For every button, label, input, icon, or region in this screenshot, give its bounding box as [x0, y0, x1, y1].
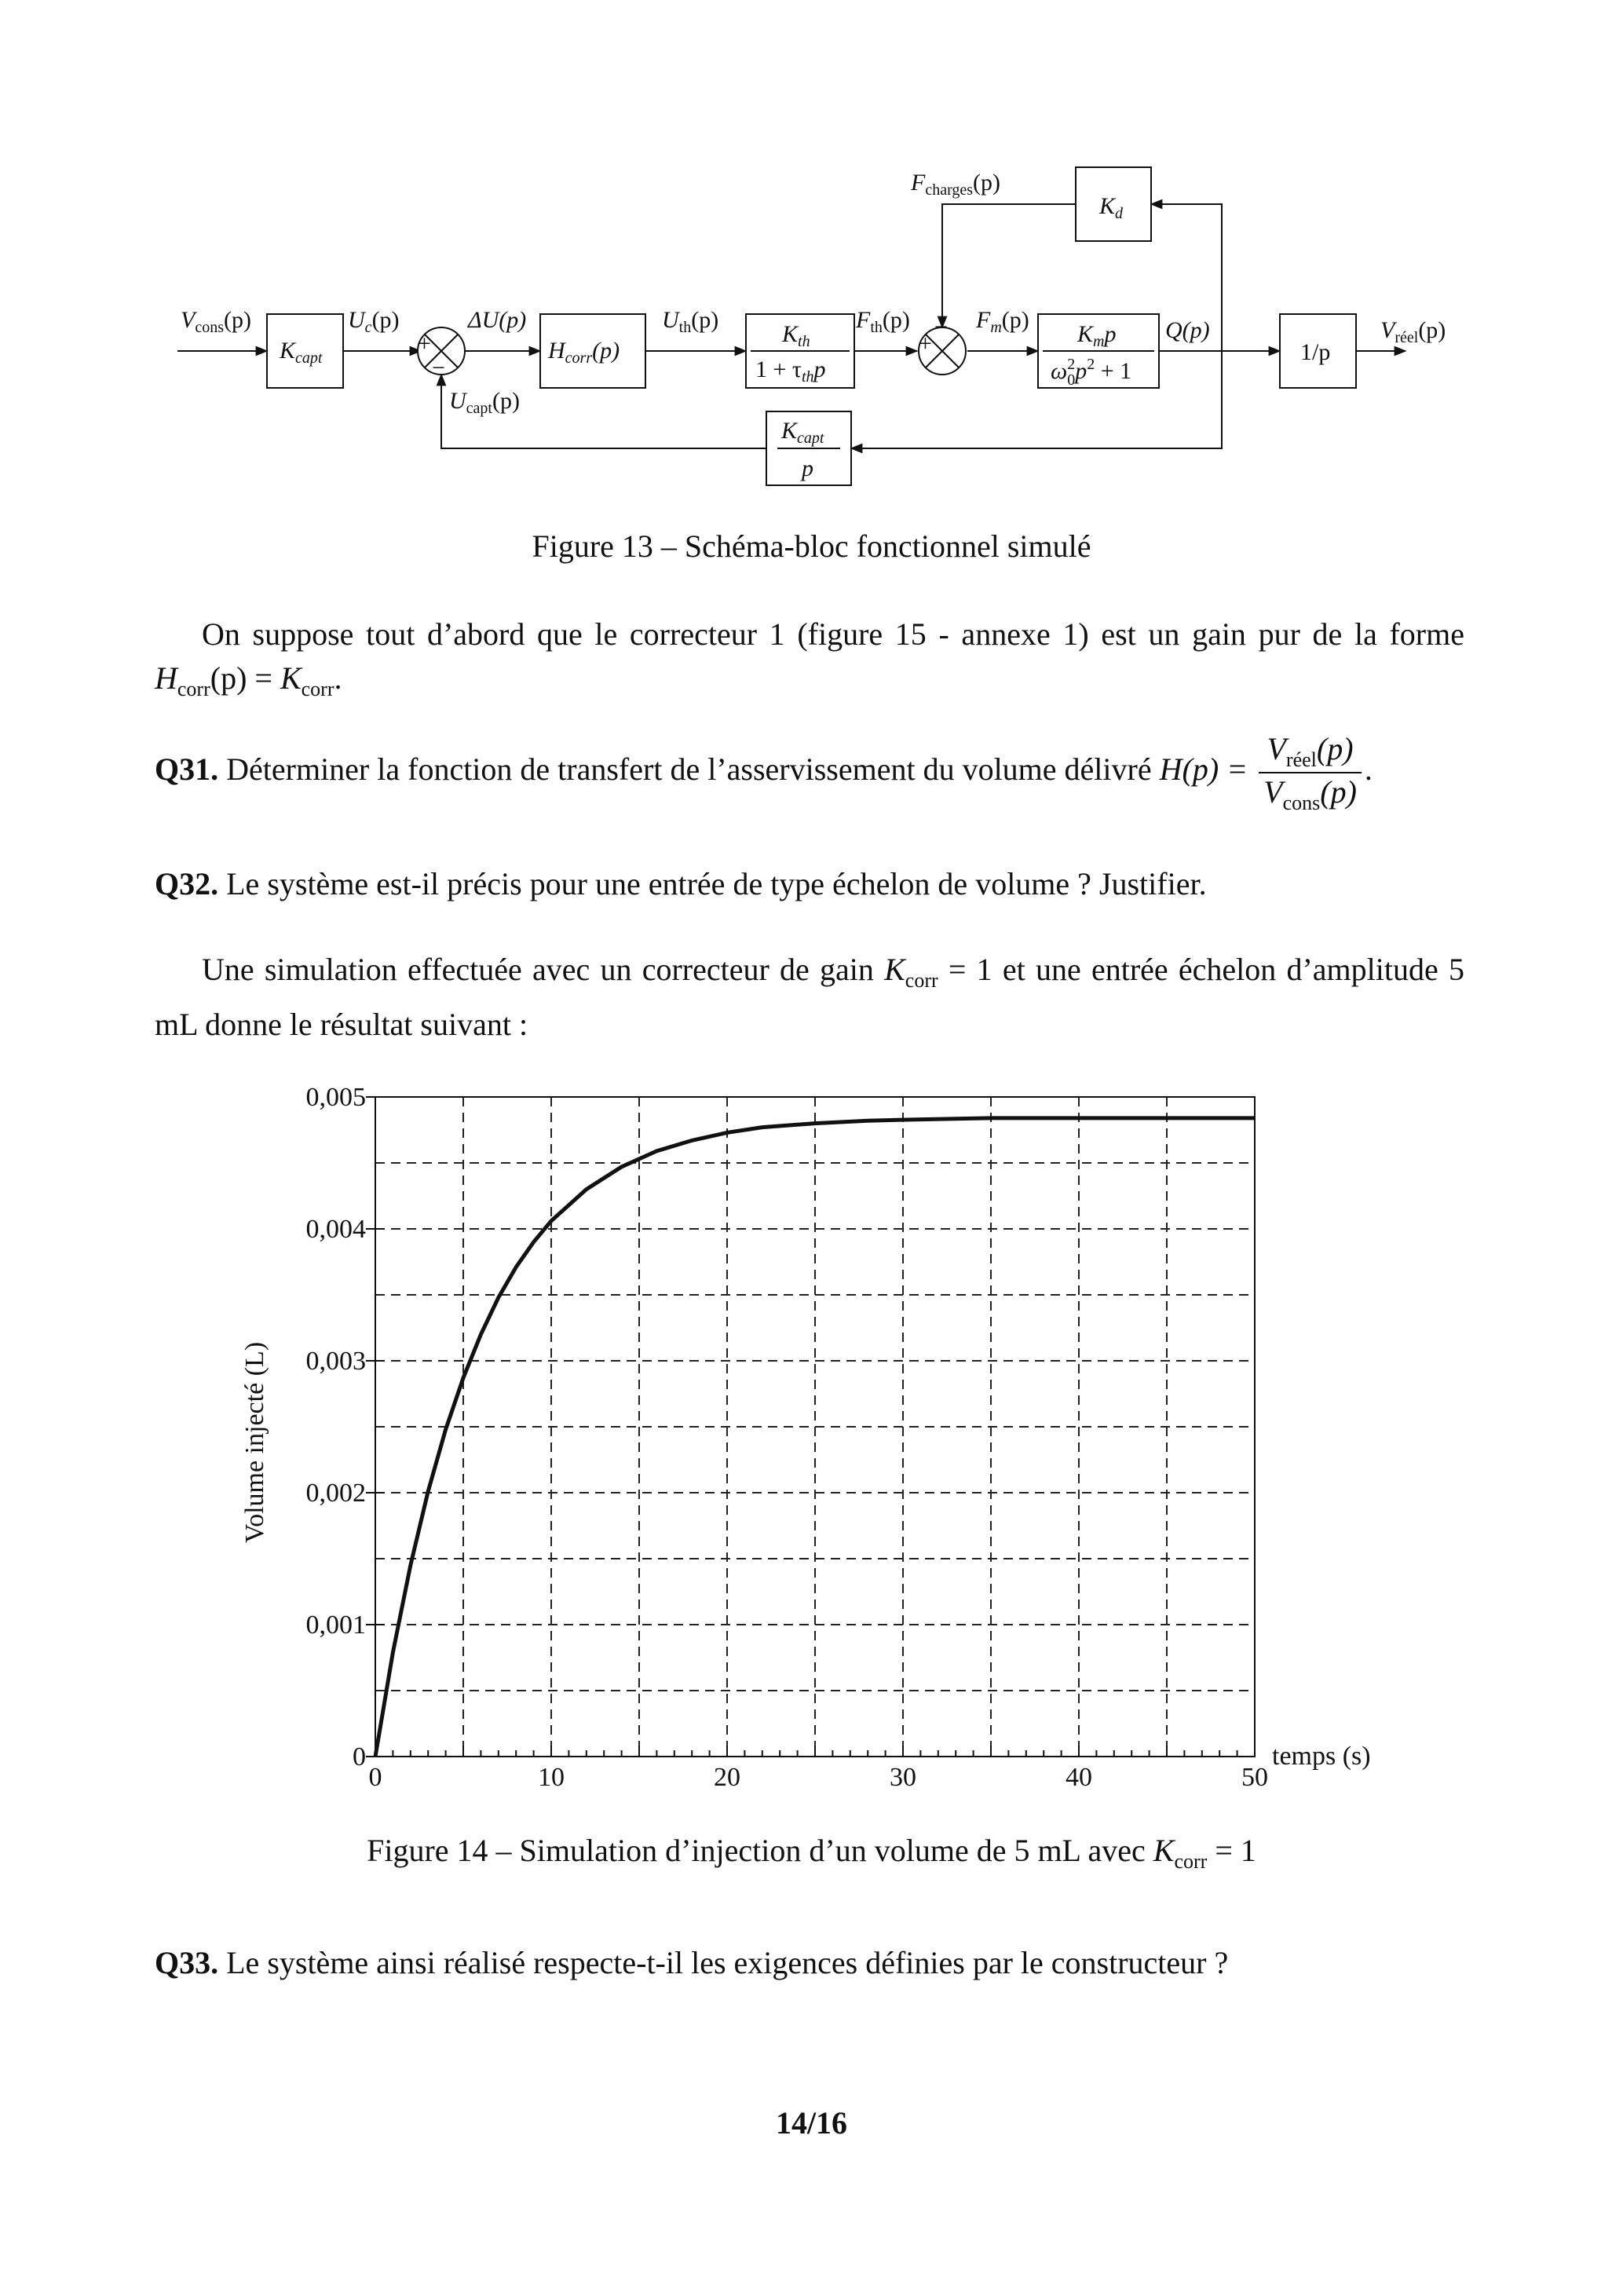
paragraph-2: Une simulation effectuée avec un correcteur de gain $K_{corr} = 1$ et une entrée échelon d’amplitude 5 mL donne le résultat suivant :: [155, 952, 1464, 1042]
y-tick-label: 0,005: [305, 1083, 366, 1112]
y-tick-label: 0: [353, 1742, 366, 1771]
delta-u-label: ΔU(p): [468, 307, 527, 333]
y-tick-label: 0,002: [305, 1479, 366, 1508]
hcorr-text: $H_{corr}(p)$: [548, 338, 620, 367]
q-label: Q(p): [1165, 317, 1210, 343]
vcons-label: $V_{cons}(p)$: [181, 307, 251, 336]
x-tick-label: 10: [538, 1763, 565, 1792]
y-axis-label: Volume injecté (L): [240, 1341, 269, 1544]
fm-label: $F_m(p)$: [976, 307, 1029, 336]
x-tick-label: 50: [1241, 1763, 1268, 1792]
figure14-caption: Figure 14 – Simulation d’injection d’un volume de 5 mL avec $K_{corr} = 1$: [367, 1833, 1256, 1873]
x-axis-label: temps (s): [1272, 1742, 1371, 1771]
summer1-minus: −: [432, 355, 445, 381]
integrator-text: 1/p: [1300, 339, 1331, 365]
question-q33: Q33. Le système ainsi réalisé respecte-t-il les exigences définies par le constructeur ?: [155, 1945, 1229, 1980]
x-tick-label: 30: [890, 1763, 916, 1792]
figure13-caption: Figure 13 – Schéma-bloc fonctionnel simulé: [532, 528, 1091, 564]
x-tick-label: 20: [714, 1763, 740, 1792]
page-number: 14/16: [775, 2105, 848, 2141]
summer1-plus: +: [418, 331, 431, 356]
fth-label: $F_{th}(p)$: [856, 307, 910, 336]
block-diagram: [0, 0, 1623, 510]
vreel-label: $V_{réel}(p)$: [1380, 317, 1446, 346]
ucapt-label: $U_{capt}(p)$: [449, 388, 520, 417]
km-num: $K_mp$: [1077, 321, 1117, 350]
q31-fraction: $\frac{V_{réel}(p)}{V_{cons}(p)}$: [1259, 730, 1362, 815]
summer2-plus: +: [919, 331, 932, 356]
x-tick-label: 40: [1066, 1763, 1092, 1792]
kth-num: $K_{th}$: [782, 321, 810, 350]
summer2-minus: −: [934, 314, 948, 340]
question-q31: Q31. Déterminer la fonction de transfert de l’asservissement du volume délivré H(p) = $\frac{V_{réel}(p)}{V_{cons}(p)}$ .: [155, 731, 1373, 814]
y-tick-label: 0,003: [305, 1347, 366, 1376]
feedback-num: $K_{capt}$: [781, 418, 824, 447]
volume-chart: [0, 1060, 1623, 1806]
fcharges-label: $F_{charges}(p)$: [911, 170, 1001, 199]
uc-label: $U_c(p)$: [348, 307, 400, 336]
y-tick-label: 0,004: [305, 1215, 366, 1244]
uth-label: $U_{th}(p)$: [662, 307, 719, 336]
kth-den: $1 + \tau_{th}p$: [755, 356, 826, 386]
kd-text: $K_d$: [1099, 193, 1124, 222]
question-q32: Q32. Le système est-il précis pour une entrée de type échelon de volume ? Justifier.: [155, 866, 1207, 901]
kcapt-text: $K_{capt}$: [280, 338, 323, 367]
feedback-den: p: [802, 455, 813, 481]
km-den: $\omega^2$ $0p^2 + 1$: [1051, 356, 1132, 389]
y-tick-label: 0,001: [305, 1610, 366, 1640]
x-tick-label: 0: [368, 1763, 382, 1792]
paragraph-1: On suppose tout d’abord que le correcteur 1 (figure 15 - annexe 1) est un gain pur de la forme $H_{corr}(p) = K_{corr}$.: [155, 616, 1464, 700]
